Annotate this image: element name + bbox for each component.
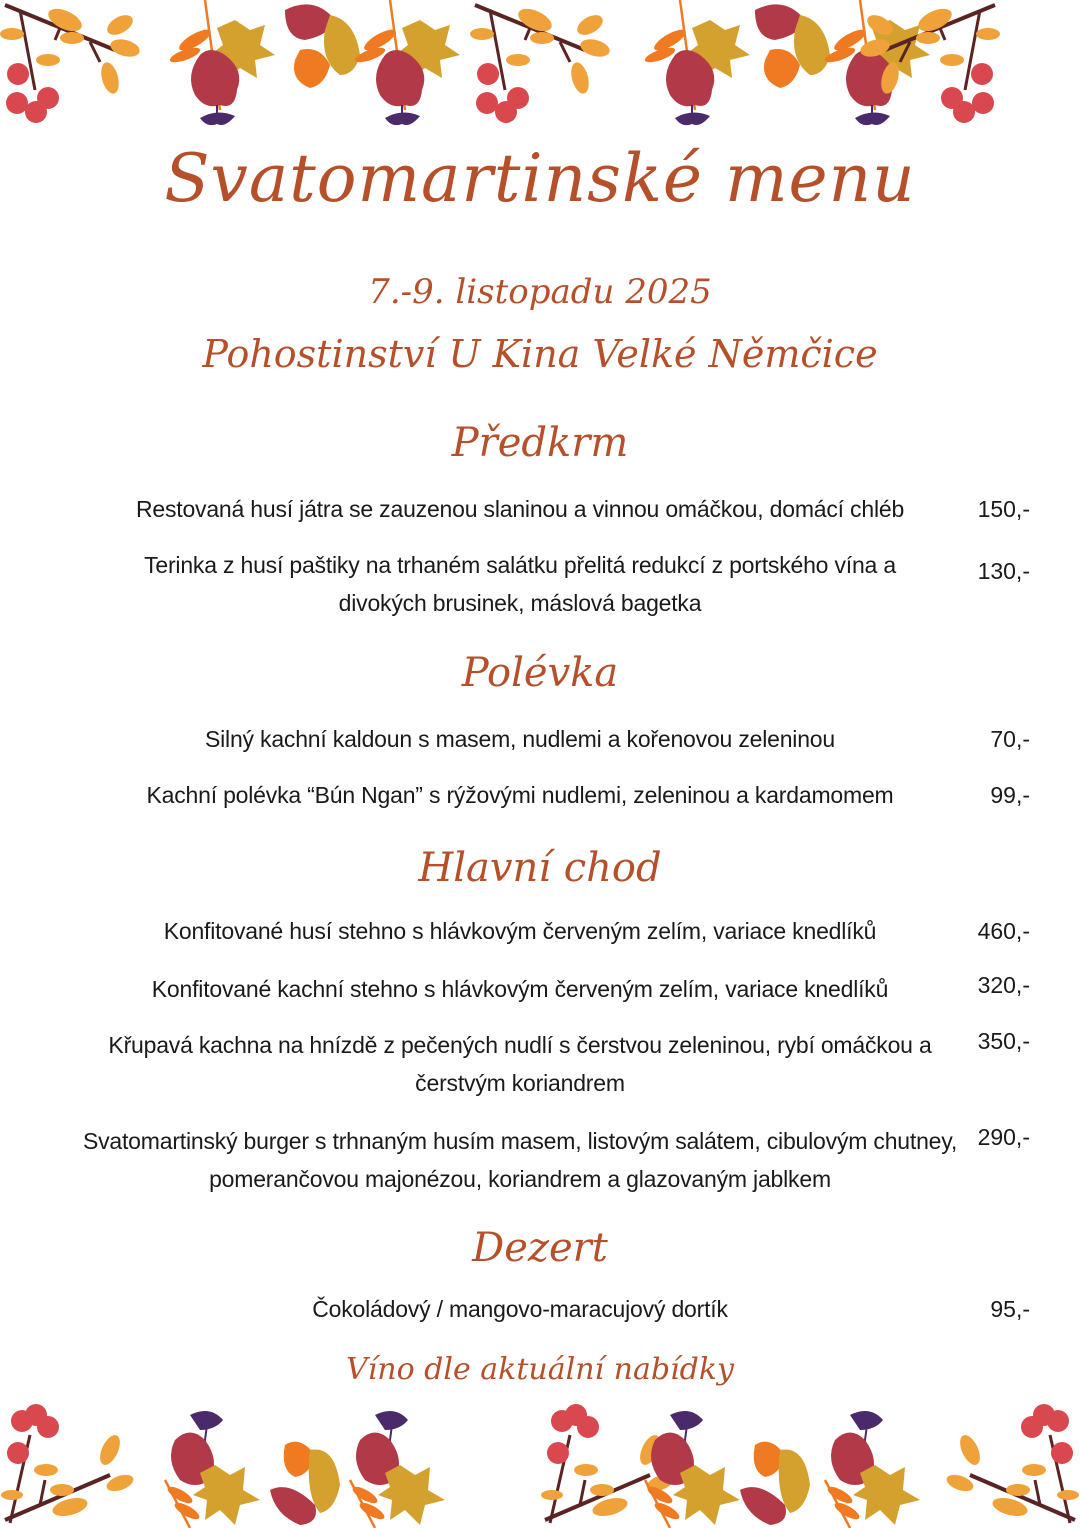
section-title-hlavni-chod: Hlavní chod [418, 845, 662, 891]
menu-item-price: 460,- [977, 918, 1030, 944]
menu-item-description: Svatomartinský burger s trhnaným husím masem, listovým salátem, cibulovým chutney, pomerančovou majonézou, koriandrem a glazovaným jablkem [82, 1128, 958, 1192]
menu-item-description: Konfitované husí stehno s hlávkovým červeným zelím, variace knedlíků [163, 918, 877, 944]
menu-item-description: Silný kachní kaldoun s masem, nudlemi a kořenovou zeleninou [204, 726, 835, 752]
menu-item-description: Čokoládový / mangovo-maracujový dortík [312, 1296, 728, 1322]
autumn-leaves-top-border [0, 0, 1080, 135]
wine-note: Víno dle aktuální nabídky [346, 1352, 734, 1387]
menu-item-price: 350,- [977, 1028, 1030, 1054]
menu-item-description: Křupavá kachna na hnízdě z pečených nudlí s čerstvou zeleninou, rybí omáčkou a čerstvým koriandrem [108, 1032, 932, 1096]
menu-item-price: 70,- [990, 726, 1030, 752]
menu-item-description: Terinka z husí paštiky na trhaném salátku přelitá redukcí z portského vína a divokých brusinek, máslová bagetka [144, 552, 896, 616]
menu-item-description: Konfitované kachní stehno s hlávkovým červeným zelím, variace knedlíků [151, 976, 889, 1002]
menu-item-price: 99,- [990, 782, 1030, 808]
section-title-predkrm: Předkrm [451, 420, 629, 466]
section-title-polevka: Polévka [461, 650, 619, 696]
menu-item-description: Restovaná husí játra se zauzenou slaninou a vinnou omáčkou, domácí chléb [135, 496, 905, 522]
menu-item-price: 95,- [990, 1296, 1030, 1322]
menu-item-price: 320,- [977, 972, 1030, 998]
menu-item-description: Kachní polévka “Bún Ngan” s rýžovými nudlemi, zeleninou a kardamomem [146, 782, 894, 808]
event-date: 7.-9. listopadu 2025 [368, 272, 712, 312]
page-title: Svatomartinské menu [164, 140, 916, 217]
autumn-leaves-bottom-border [0, 1395, 1080, 1528]
menu-item-price: 290,- [977, 1124, 1030, 1150]
section-title-dezert: Dezert [472, 1225, 608, 1271]
venue-name: Pohostinství U Kina Velké Němčice [202, 332, 878, 376]
menu-item-price: 150,- [977, 496, 1030, 522]
menu-item-price: 130,- [977, 558, 1030, 584]
